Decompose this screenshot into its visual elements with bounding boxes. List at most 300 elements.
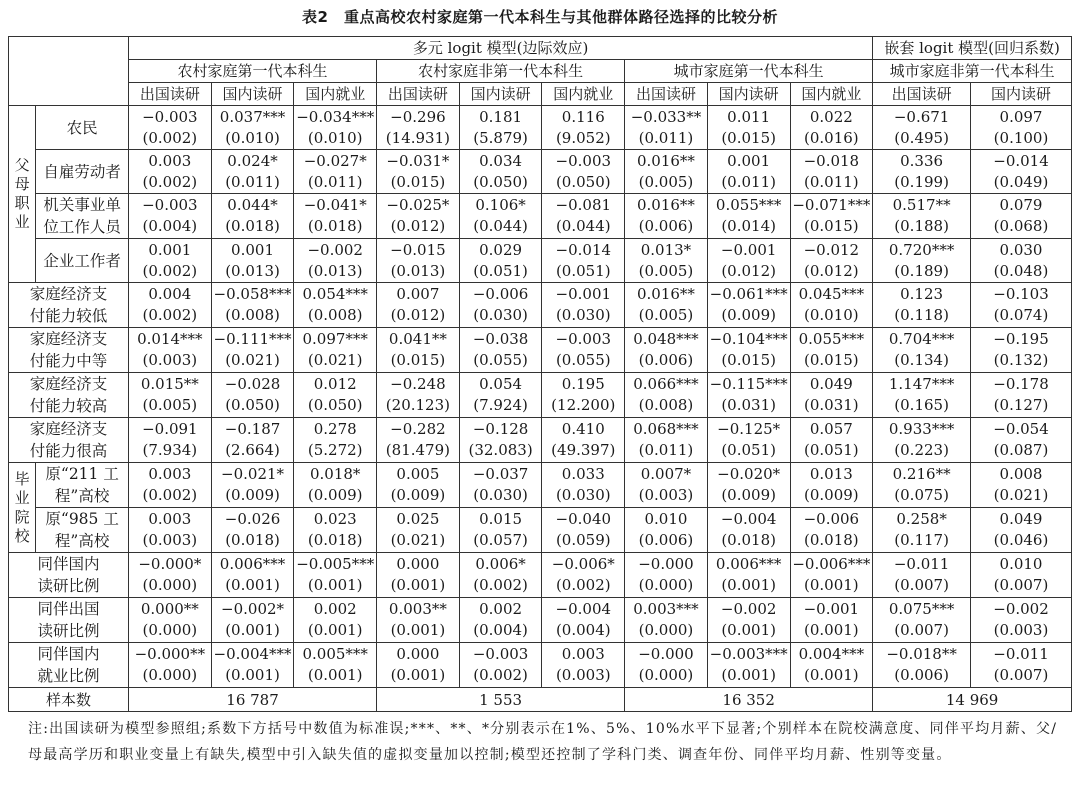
value-cell — [542, 553, 625, 598]
table-row — [9, 239, 1072, 283]
row-label-line: 付能力中等 — [29, 352, 108, 370]
coefficient: −0.028 — [224, 375, 281, 393]
standard-error: (0.003) — [142, 531, 198, 549]
coefficient: −0.178 — [993, 375, 1049, 393]
standard-error: (0.009) — [225, 486, 280, 504]
value-cell — [377, 150, 460, 194]
corner-cell — [9, 37, 129, 106]
standard-error: (7.924) — [473, 396, 528, 414]
value-cell — [377, 643, 460, 688]
coefficient: −0.004 — [720, 510, 777, 528]
standard-error: (0.006) — [894, 666, 949, 684]
coefficient: 0.013 — [809, 465, 853, 483]
group-header: 农村家庭非第一代本科生 — [377, 60, 625, 83]
standard-error: (0.074) — [993, 306, 1049, 324]
standard-error: (0.015) — [390, 172, 446, 191]
group-header: 农村家庭第一代本科生 — [129, 60, 377, 83]
value-cell — [542, 239, 625, 283]
table-row — [9, 643, 1072, 688]
standard-error: (0.000) — [142, 576, 198, 594]
standard-error: (0.050) — [307, 396, 363, 414]
coefficient: 0.041** — [388, 330, 447, 348]
coefficient: −0.033** — [630, 107, 702, 126]
coefficient: 0.006*** — [715, 555, 782, 573]
row-label-line: 家庭经济支 — [29, 330, 108, 348]
standard-error: (0.012) — [721, 261, 776, 280]
value-cell — [873, 508, 971, 553]
table-row — [9, 150, 1072, 194]
coefficient: −0.103 — [993, 285, 1049, 303]
value-cell — [129, 194, 212, 239]
group-header: 城市家庭非第一代本科生 — [873, 60, 1072, 83]
coefficient: 0.033 — [561, 465, 605, 483]
coefficient: −0.671 — [893, 107, 950, 126]
table-row — [9, 283, 1072, 328]
coefficient: −0.018** — [886, 645, 957, 663]
value-cell — [129, 106, 212, 150]
value-cell — [971, 553, 1072, 598]
standard-error: (0.018) — [225, 531, 280, 549]
model2-header: 嵌套 logit 模型(回归系数) — [873, 37, 1072, 60]
row-label — [9, 328, 129, 373]
coefficient: −0.040 — [555, 510, 612, 528]
coefficient: 0.030 — [999, 240, 1043, 259]
standard-error: (0.015) — [721, 128, 776, 147]
standard-error: (0.055) — [555, 351, 611, 369]
row-label — [36, 150, 129, 194]
coefficient: 0.011 — [727, 107, 771, 126]
value-cell — [211, 418, 294, 463]
standard-error: (0.021) — [390, 531, 446, 549]
standard-error: (5.879) — [473, 128, 528, 147]
standard-error: (0.011) — [721, 172, 776, 191]
coefficient: −0.012 — [803, 240, 860, 259]
value-cell — [790, 418, 873, 463]
standard-error: (0.014) — [721, 217, 776, 235]
table-row — [9, 328, 1072, 373]
value-cell — [211, 463, 294, 508]
value-cell — [542, 643, 625, 688]
standard-error: (0.051) — [555, 261, 611, 280]
group-header: 城市家庭第一代本科生 — [625, 60, 873, 83]
value-cell — [790, 463, 873, 508]
coefficient: 0.054*** — [302, 285, 368, 303]
row-label — [9, 553, 129, 598]
coefficient: 0.013* — [640, 240, 692, 259]
value-cell — [129, 418, 212, 463]
value-cell — [211, 150, 294, 194]
sample-size-row — [9, 688, 1072, 712]
value-cell — [873, 463, 971, 508]
coefficient: 0.003 — [148, 510, 192, 528]
sample-size-label: 样本数 — [9, 688, 129, 712]
value-cell — [211, 598, 294, 643]
coefficient: 0.004 — [148, 285, 192, 303]
coefficient: −0.071*** — [792, 196, 871, 214]
value-cell — [707, 598, 790, 643]
standard-error: (0.021) — [225, 351, 280, 369]
coefficient: −0.111*** — [213, 330, 292, 348]
coefficient: 0.010 — [999, 555, 1043, 573]
standard-error: (0.008) — [225, 306, 280, 324]
coefficient: 0.004*** — [798, 645, 865, 663]
row-label — [36, 239, 129, 283]
standard-error: (0.015) — [390, 351, 446, 369]
value-cell — [459, 150, 542, 194]
value-cell — [707, 194, 790, 239]
coefficient: 0.037*** — [219, 107, 286, 126]
coefficient: −0.003*** — [709, 645, 788, 663]
value-cell — [211, 239, 294, 283]
standard-error: (0.021) — [307, 351, 363, 369]
group-label-parent-occupation: 父 母 职 业 — [9, 106, 36, 283]
column-header: 出国读研 — [873, 83, 971, 106]
standard-error: (0.003) — [555, 666, 611, 684]
standard-error: (0.055) — [473, 351, 528, 369]
coefficient: −0.006*** — [792, 555, 871, 573]
standard-error: (0.002) — [555, 576, 611, 594]
value-cell — [211, 328, 294, 373]
value-cell — [129, 150, 212, 194]
standard-error: (0.012) — [390, 217, 446, 235]
coefficient: 0.007 — [396, 285, 440, 303]
coefficient: 0.000 — [396, 555, 440, 573]
value-cell — [129, 373, 212, 418]
row-label — [36, 106, 129, 150]
coefficient: −0.104*** — [709, 330, 788, 348]
value-cell — [211, 373, 294, 418]
standard-error: (0.051) — [721, 441, 776, 459]
standard-error: (0.009) — [721, 306, 776, 324]
value-cell — [459, 239, 542, 283]
value-cell — [542, 598, 625, 643]
standard-error: (0.003) — [993, 621, 1049, 639]
standard-error: (0.015) — [804, 217, 859, 235]
value-cell — [625, 553, 708, 598]
coefficient: −0.034*** — [296, 107, 375, 126]
value-cell — [971, 283, 1072, 328]
coefficient: −0.054 — [993, 420, 1049, 438]
value-cell — [294, 106, 377, 150]
value-cell — [377, 418, 460, 463]
coefficient: 0.003** — [388, 600, 447, 618]
table-row — [9, 418, 1072, 463]
standard-error: (0.010) — [804, 306, 859, 324]
value-cell — [790, 553, 873, 598]
standard-error: (0.000) — [638, 621, 694, 639]
standard-error: (0.012) — [804, 261, 859, 280]
value-cell — [625, 283, 708, 328]
coefficient: 0.045*** — [798, 285, 865, 303]
coefficient: 0.258* — [896, 510, 947, 528]
row-label — [9, 598, 129, 643]
standard-error: (0.051) — [473, 261, 528, 280]
value-cell — [790, 106, 873, 150]
row-label-line: 程”高校 — [54, 532, 110, 550]
value-cell — [294, 598, 377, 643]
coefficient: −0.296 — [390, 107, 446, 126]
coefficient: −0.003 — [142, 196, 198, 214]
standard-error: (0.009) — [721, 486, 776, 504]
standard-error: (0.013) — [225, 261, 280, 280]
coefficient: −0.003 — [472, 645, 529, 663]
group-label-school: 毕 业 院 校 — [9, 463, 36, 553]
standard-error: (0.008) — [638, 396, 694, 414]
standard-error: (0.132) — [993, 351, 1049, 369]
column-header: 国内读研 — [211, 83, 294, 106]
coefficient: 0.006*** — [219, 555, 286, 573]
coefficient: −0.014 — [555, 240, 612, 259]
value-cell — [542, 150, 625, 194]
coefficient: 0.002 — [313, 600, 357, 618]
standard-error: (0.001) — [307, 576, 363, 594]
coefficient: −0.000* — [138, 555, 202, 573]
coefficient: 0.517** — [892, 196, 951, 214]
value-cell — [294, 194, 377, 239]
coefficient: 0.048*** — [633, 330, 699, 348]
standard-error: (0.004) — [473, 621, 528, 639]
standard-error: (0.031) — [721, 396, 776, 414]
standard-error: (0.001) — [804, 666, 859, 684]
standard-error: (0.001) — [721, 576, 776, 594]
coefficient: 0.016** — [636, 196, 695, 214]
value-cell — [129, 643, 212, 688]
value-cell — [542, 463, 625, 508]
standard-error: (0.001) — [225, 621, 280, 639]
standard-error: (0.000) — [638, 666, 694, 684]
value-cell — [377, 106, 460, 150]
standard-error: (0.009) — [804, 486, 859, 504]
value-cell — [294, 283, 377, 328]
standard-error: (0.012) — [390, 306, 446, 324]
standard-error: (0.018) — [804, 531, 859, 549]
value-cell — [873, 553, 971, 598]
standard-error: (0.005) — [142, 396, 198, 414]
standard-error: (0.009) — [390, 486, 446, 504]
row-label-text: 企业工作者 — [43, 251, 121, 270]
value-cell — [790, 373, 873, 418]
coefficient: 0.410 — [561, 420, 605, 438]
value-cell — [707, 150, 790, 194]
standard-error: (0.005) — [638, 306, 694, 324]
table-row — [9, 463, 1072, 508]
standard-error: (0.134) — [894, 351, 949, 369]
coefficient: 0.216** — [892, 465, 951, 483]
row-label-line: 原“211 工 — [45, 465, 119, 483]
standard-error: (0.000) — [142, 666, 198, 684]
standard-error: (0.018) — [307, 531, 363, 549]
coefficient: 0.005*** — [302, 645, 368, 663]
coefficient: 0.068*** — [633, 420, 699, 438]
value-cell — [625, 150, 708, 194]
value-cell — [459, 328, 542, 373]
standard-error: (0.003) — [142, 351, 198, 369]
standard-error: (0.165) — [894, 396, 949, 414]
coefficient: 0.075*** — [888, 600, 955, 618]
value-cell — [459, 194, 542, 239]
coefficient: −0.001 — [803, 600, 860, 618]
row-label-text: 农民 — [66, 118, 98, 137]
value-cell — [790, 598, 873, 643]
value-cell — [459, 106, 542, 150]
value-cell — [790, 328, 873, 373]
coefficient: 0.014*** — [137, 330, 203, 348]
coefficient: 0.002 — [479, 600, 523, 618]
standard-error: (0.018) — [721, 531, 776, 549]
value-cell — [129, 553, 212, 598]
standard-error: (0.007) — [993, 576, 1049, 594]
coefficient: −0.025* — [386, 196, 450, 214]
value-cell — [873, 643, 971, 688]
row-label — [9, 418, 129, 463]
value-cell — [294, 373, 377, 418]
row-label-line: 位工作人员 — [43, 218, 121, 236]
value-cell — [707, 373, 790, 418]
coefficient: −0.004 — [555, 600, 612, 618]
coefficient: 0.055*** — [798, 330, 865, 348]
column-header: 国内就业 — [790, 83, 873, 106]
value-cell — [459, 373, 542, 418]
coefficient: −0.021* — [221, 465, 285, 483]
row-label-line: 同伴出国 — [37, 600, 100, 618]
standard-error: (0.013) — [390, 261, 446, 280]
coefficient: −0.037 — [472, 465, 529, 483]
row-label-line: 付能力很高 — [29, 442, 108, 460]
coefficient: 0.195 — [561, 375, 605, 393]
coefficient: −0.000 — [638, 555, 694, 573]
row-label-line: 付能力较低 — [29, 307, 108, 325]
sample-size-value: 16 352 — [625, 688, 873, 712]
coefficient: −0.002 — [307, 240, 363, 259]
coefficient: 0.003 — [148, 465, 192, 483]
standard-error: (0.057) — [473, 531, 528, 549]
standard-error: (0.001) — [390, 576, 446, 594]
standard-error: (0.006) — [638, 531, 694, 549]
coefficient: 0.097*** — [302, 330, 368, 348]
value-cell — [129, 598, 212, 643]
value-cell — [211, 553, 294, 598]
standard-error: (0.021) — [993, 486, 1049, 504]
value-cell — [971, 106, 1072, 150]
standard-error: (12.200) — [551, 396, 616, 414]
value-cell — [459, 463, 542, 508]
coefficient: 0.049 — [809, 375, 853, 393]
coefficient: −0.003 — [142, 107, 198, 126]
coefficient: −0.001 — [555, 285, 612, 303]
value-cell — [211, 106, 294, 150]
value-cell — [294, 418, 377, 463]
coefficient: −0.006 — [472, 285, 529, 303]
standard-error: (0.030) — [555, 306, 611, 324]
standard-error: (0.008) — [307, 306, 363, 324]
standard-error: (0.495) — [894, 128, 949, 147]
column-header: 国内读研 — [971, 83, 1072, 106]
coefficient: 0.057 — [809, 420, 853, 438]
coefficient: −0.026 — [224, 510, 281, 528]
value-cell — [377, 463, 460, 508]
coefficient: 0.116 — [561, 107, 605, 126]
standard-error: (0.015) — [721, 351, 776, 369]
coefficient: −0.195 — [993, 330, 1049, 348]
value-cell — [294, 150, 377, 194]
value-cell — [707, 106, 790, 150]
standard-error: (0.001) — [307, 666, 363, 684]
coefficient: 0.079 — [999, 196, 1043, 214]
coefficient: 0.015** — [140, 375, 199, 393]
coefficient: 0.181 — [479, 107, 523, 126]
value-cell — [971, 418, 1072, 463]
coefficient: 0.336 — [900, 151, 944, 170]
column-header: 出国读研 — [377, 83, 460, 106]
value-cell — [625, 598, 708, 643]
coefficient: 0.005 — [396, 465, 440, 483]
coefficient: −0.020* — [717, 465, 781, 483]
coefficient: 0.003*** — [633, 600, 699, 618]
row-label-line: 家庭经济支 — [29, 285, 108, 303]
value-cell — [873, 283, 971, 328]
standard-error: (0.127) — [993, 396, 1049, 414]
value-cell — [211, 643, 294, 688]
standard-error: (5.272) — [307, 441, 363, 459]
value-cell — [707, 328, 790, 373]
value-cell — [211, 508, 294, 553]
value-cell — [542, 328, 625, 373]
standard-error: (0.006) — [638, 217, 694, 235]
standard-error: (0.018) — [307, 217, 363, 235]
row-label-line: 就业比例 — [37, 667, 100, 685]
coefficient: 0.066*** — [633, 375, 699, 393]
value-cell — [294, 508, 377, 553]
standard-error: (0.199) — [894, 172, 949, 191]
standard-error: (0.001) — [390, 621, 446, 639]
standard-error: (0.016) — [804, 128, 859, 147]
value-cell — [707, 553, 790, 598]
value-cell — [294, 328, 377, 373]
standard-error: (0.007) — [894, 621, 949, 639]
standard-error: (0.100) — [993, 128, 1049, 147]
coefficient: 0.054 — [479, 375, 523, 393]
table-row — [9, 553, 1072, 598]
row-label-line: 同伴国内 — [37, 645, 100, 663]
value-cell — [971, 328, 1072, 373]
value-cell — [873, 418, 971, 463]
coefficient: 0.010 — [644, 510, 688, 528]
value-cell — [707, 283, 790, 328]
standard-error: (14.931) — [385, 128, 450, 147]
value-cell — [971, 150, 1072, 194]
coefficient: −0.002 — [720, 600, 777, 618]
standard-error: (0.046) — [993, 531, 1049, 549]
value-cell — [542, 418, 625, 463]
value-cell — [377, 373, 460, 418]
standard-error: (0.010) — [307, 128, 363, 147]
value-cell — [459, 508, 542, 553]
standard-error: (0.004) — [555, 621, 611, 639]
coefficient: 0.016** — [636, 151, 695, 170]
column-header: 出国读研 — [625, 83, 708, 106]
coefficient: −0.002* — [221, 600, 285, 618]
coefficient: −0.041* — [303, 196, 367, 214]
coefficient: 0.049 — [999, 510, 1043, 528]
coefficient: −0.011 — [893, 555, 950, 573]
results-table — [8, 36, 1072, 712]
coefficient: 0.029 — [479, 240, 523, 259]
standard-error: (0.001) — [225, 576, 280, 594]
table-row — [9, 508, 1072, 553]
row-label-line: 读研比例 — [37, 622, 100, 640]
standard-error: (0.118) — [894, 306, 949, 324]
standard-error: (81.479) — [385, 441, 450, 459]
